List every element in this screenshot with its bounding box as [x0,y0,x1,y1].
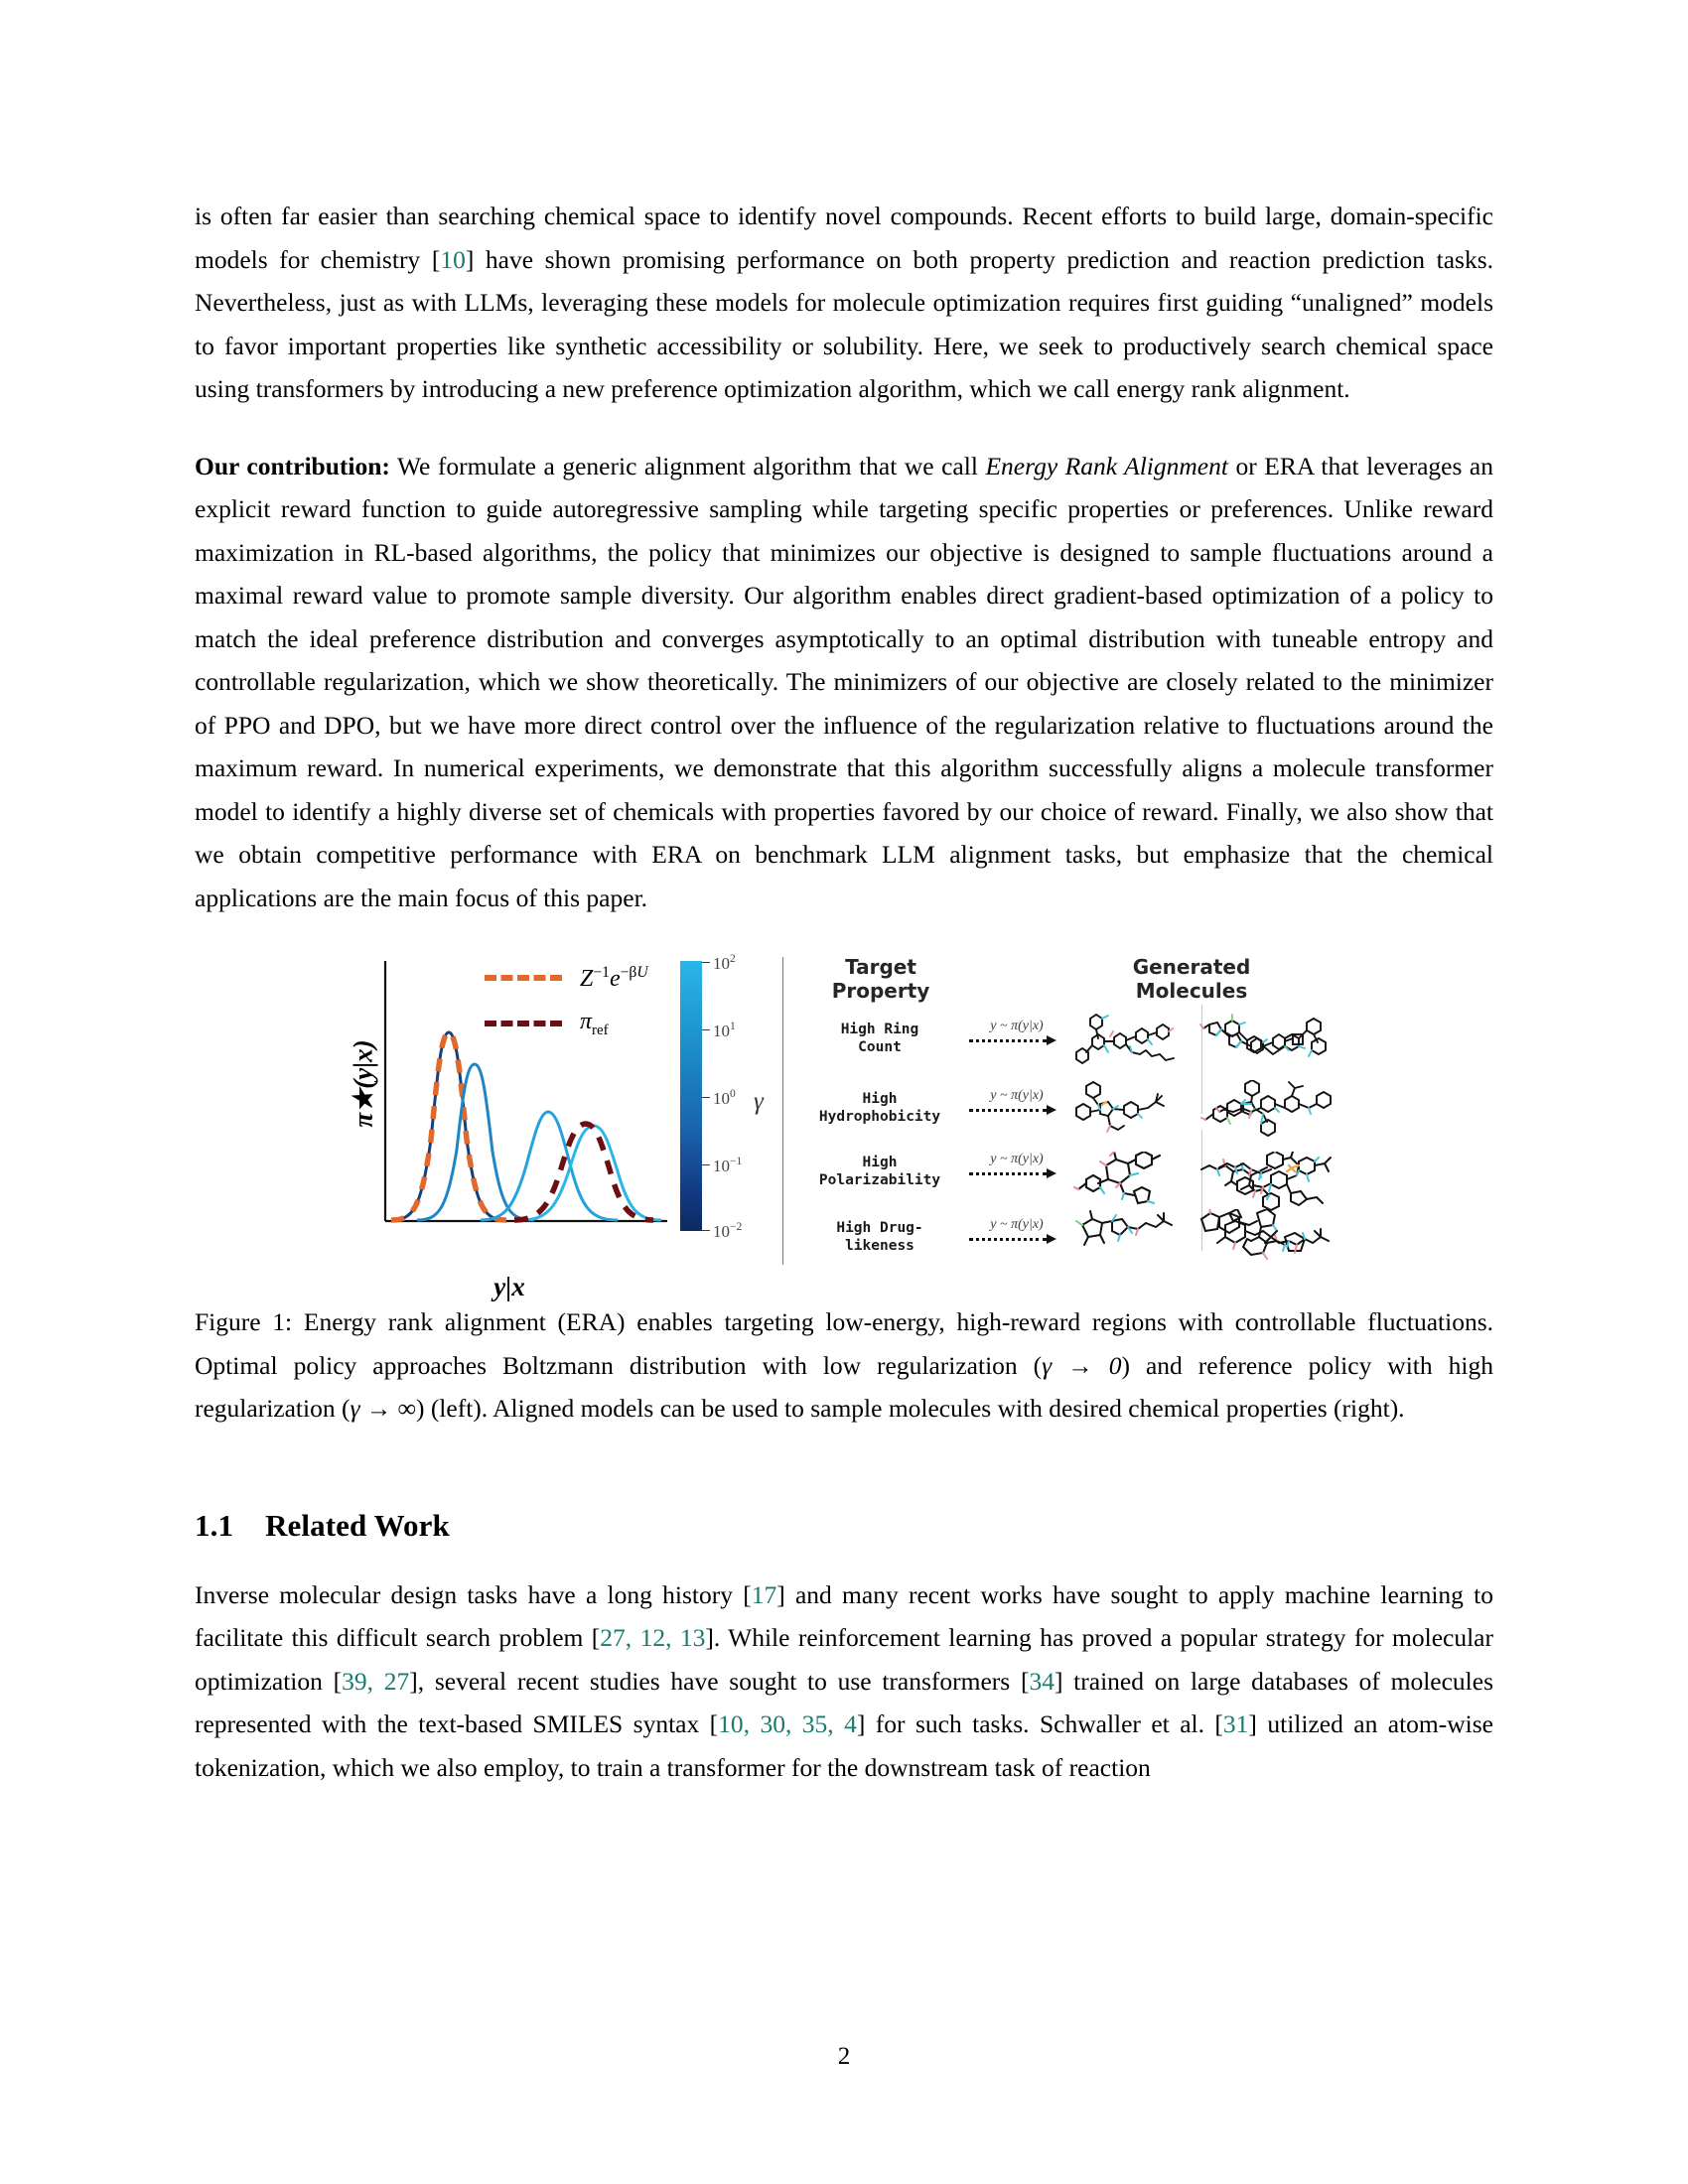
table-row [794,1209,1353,1271]
molecule-structure [1072,1011,1196,1072]
target-property-label: High Ring Count [840,1022,919,1055]
molecule-structure [1215,1152,1354,1213]
plot-y-axis-label: π★(y|x) [348,1039,378,1128]
legend-item-reference-policy [485,1008,648,1038]
section-title: Related Work [265,1507,450,1543]
plot-x-axis-label: y|x [493,1272,525,1301]
molecule-structure [1215,1011,1354,1072]
legend-swatch-boltzmann [485,975,562,981]
paragraph-related-work: Inverse molecular design tasks have a long history [17] and many recent works have sought to apply machine learning to facilitate this difficult search problem [27, 12, 13]. While reinforcement learning has proved a popular strategy for molecular optimization [39, 27], several recent studies have sought to use transformers [34] trained on large databases of molecules represented with the text-based SMILES syntax [10, 30, 35, 4] for such tasks. Schwaller et al. [31] utilized an atom-wise tokenization, which we also employ, to train a transformer for the downstream task of reaction [195,1579,1493,1782]
citation-ref[interactable]: 10, 30, 35, 4 [718,1709,857,1738]
molecule-structure [1072,1209,1196,1271]
arrow-dots [969,1172,1047,1175]
distribution-plot [346,961,673,1301]
caption-seg1: Figure 1: Energy rank alignment (ERA) enables targeting low-energy, high-reward regions with controllable fluctuations. Optimal policy approaches Boltzmann distribution with low regularization ( [195,1307,1493,1380]
colorbar-tick-1e0: $10^0$ [713,1087,736,1108]
sampling-arrow-label: y ~ π(y|x) [990,1088,1044,1103]
contribution-emphasis: Energy Rank Alignment [985,451,1228,480]
rw-seg2: and many recent works have sought to apply machine learning to facilitate this difficult search problem [195,1579,1493,1652]
target-property-label: High Drug- likeness [836,1220,923,1254]
table-row [794,1144,1353,1205]
arrow-head-icon [1047,1168,1056,1178]
caption-seg2: ) and reference policy with high regularization ( [195,1350,1493,1423]
colorbar-tick-1e1: $10^1$ [713,1020,736,1040]
rw-seg6: for such tasks. Schwaller et al. [865,1709,1215,1738]
section-number: 1.1 [195,1507,234,1543]
molecule-structure [1215,1080,1354,1142]
arrow-dots [969,1039,1047,1042]
rw-seg4: , several recent studies have sought to use transformers [417,1666,1021,1696]
arrow-head-icon [1047,1234,1056,1244]
sampling-arrow-label: y ~ π(y|x) [990,1152,1044,1166]
rw-seg5: trained on large databases of molecules represented with the text-based SMILES syntax [195,1666,1493,1738]
table-row [794,1011,1353,1072]
table-row [794,1080,1353,1142]
sampling-arrow [967,1152,1066,1167]
page-content [195,195,1493,1823]
arrow-dots [969,1109,1047,1112]
colorbar [680,952,775,1241]
column-header-target-property: Target Property [831,955,930,1003]
rw-seg3: . While reinforcement learning has proved a popular strategy for molecular optimization [195,1623,1493,1696]
section-heading-related-work [195,1508,1493,1544]
citation-ref[interactable]: 27, 12, 13 [600,1623,706,1652]
citation-ref[interactable]: 31 [1222,1709,1249,1738]
contribution-seg1: We formulate a generic alignment algorithm that we call [389,451,986,480]
sampling-arrow-label: y ~ π(y|x) [990,1217,1044,1232]
contribution-lead-in: Our contribution: [195,451,390,480]
citation-ref[interactable]: 34 [1029,1666,1055,1696]
plot-legend [485,963,648,1058]
citation-ref[interactable]: 39, 27 [342,1666,410,1696]
sampling-arrow [967,1088,1066,1104]
column-header-generated-molecules: Generated Molecules [1132,955,1251,1003]
arrow-head-icon [1047,1035,1056,1045]
citation-ref[interactable]: 10 [440,244,466,274]
figure-1 [195,952,1493,1301]
citation-ref[interactable]: 17 [751,1579,777,1609]
paragraph-intro-seg1: is often far easier than searching chemical space to identify novel compounds. Recent efforts to build large, domain-specific models for chemistry [195,202,1493,274]
legend-item-boltzmann [485,963,648,992]
figure-caption [195,1300,1493,1431]
sampling-arrow [967,1019,1066,1034]
figure-1-inner [346,952,1353,1301]
rw-seg1: Inverse molecular design tasks have a long history [195,1579,744,1609]
paragraph-intro-seg2: have shown promising performance on both property prediction and reaction prediction tasks. Nevertheless, just as with LLMs, leveraging these models for molecule optimization requires first guiding “unaligned” models to favor important properties like synthetic accessibility or solubility. Here, we seek to productively search chemical space using transformers by introducing a new preference optimization algorithm, which we call energy rank alignment. [195,244,1493,403]
molecule-structure [1215,1209,1354,1271]
colorbar-axis-label: γ [754,1088,764,1115]
molecule-structure [1072,1080,1196,1142]
caption-gamma-high: γ → ∞ [350,1394,416,1423]
colorbar-tick-1em1: $10^{-1}$ [713,1155,743,1175]
contribution-seg2: or ERA that leverages an explicit reward function to guide autoregressive sampling while targeting specific properties or preferences. Unlike reward maximization in RL-based algorithms, the policy that minimizes our objective is designed to sample fluctuations around a maximal reward value to promote sample diversity. Our algorithm enables direct gradient-based optimization of a policy to match the ideal preference distribution and converges asymptotically to an optimal distribution with tuneable entropy and controllable regularization, which we show theoretically. The minimizers of our objective are closely related to the minimizer of PPO and DPO, but we have more direct control over the influence of the regularization relative to fluctuations around the maximum reward. In numerical experiments, we demonstrate that this algorithm successfully aligns a molecule transformer model to identify a highly diverse set of chemicals with properties favored by our choice of reward. Finally, we also show that we obtain competitive performance with ERA on benchmark LLM alignment tasks, but emphasize that the chemical applications are the main focus of this paper. [195,451,1493,912]
colorbar-tick-1e2: $10^2$ [713,952,736,973]
rw-seg7: utilized an atom-wise tokenization, which we also employ, to train a transformer for the downstream task of reaction [195,1709,1493,1782]
target-property-label: High Polarizability [818,1155,941,1188]
caption-seg3: ) (left). Aligned models can be used to sample molecules with desired chemical properties (right). [415,1394,1405,1423]
colorbar-gradient [680,961,702,1231]
paragraph-contribution [195,445,1493,920]
target-property-label: High Hydrophobicity [818,1091,941,1125]
sampling-arrow-label: y ~ π(y|x) [990,1019,1044,1033]
caption-gamma-low: γ → 0 [1042,1350,1122,1380]
molecule-structure [1072,1152,1196,1213]
legend-label-boltzmann: $Z^{-1}e^{-\beta U}$ [580,963,648,992]
page-number: 2 [837,2043,851,2070]
molecules-panel [794,953,1353,1273]
paragraph-intro: is often far easier than searching chemical space to identify novel compounds. Recent efforts to build large, domain-specific models for chemistry [10] have shown promising performance on both property prediction and reaction prediction tasks. Nevertheless, just as with LLMs, leveraging these models for molecule optimization requires first guiding “unaligned” models to favor important properties like synthetic accessibility or solubility. Here, we seek to productively search chemical space using transformers by introducing a new preference optimization algorithm, which we call energy rank alignment. [195,202,1493,403]
legend-swatch-reference-policy [485,1021,562,1026]
figure-panel-divider [782,957,783,1265]
legend-label-reference-policy: $\pi_{ref}$ [580,1008,609,1038]
arrow-dots [969,1238,1047,1241]
arrow-head-icon [1047,1105,1056,1115]
sampling-arrow [967,1217,1066,1233]
colorbar-tick-1em2: $10^{-2}$ [713,1220,743,1241]
